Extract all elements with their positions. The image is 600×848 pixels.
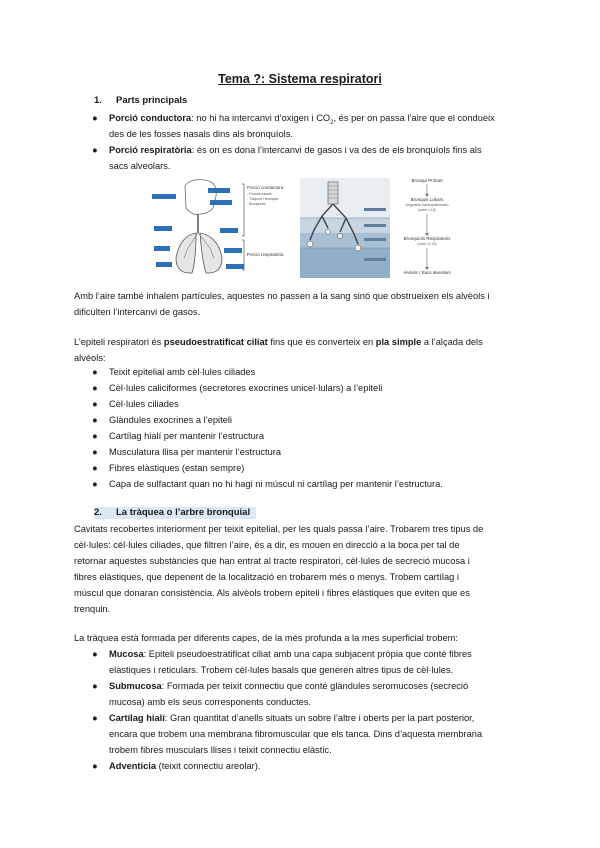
bullet-icon: ● [92,145,98,155]
svg-text:Bronquis Lobars: Bronquis Lobars [410,197,444,202]
paragraph-particules: Amb l’aire també inhalem partícules, aquestes no passen a la sang sinó que obstrueixen els alvèols i dificulten l’intercanvi de gasos. [74,291,490,317]
bullet-icon: ● [92,367,98,377]
bullet-icon: ● [92,415,98,425]
bullet-icon: ● [92,447,98,457]
svg-text:- Tràquea i bronquis: - Tràquea i bronquis [247,197,279,201]
paragraph-cavitats: Cavitats recobertes interiorment per teixit epitelial, per les quals passa l’aire. Trobarem tres tipus de cèl·lules: cèl·lules ciliades, que filtren l’aire, és a dir, es mouen en direcció a la boca per tal de retornar aquestes substàncies que han entrat al tracte respiratori, cèl·lules de secreció mucosa i fibres elàstiques, que depenent de la localització en trobarem més o menys. Trobem cartílag i múscul que donaran consistència. Als alvèols trobem epiteli i fibres elàstiques que eviten que es trenquin. [74,524,484,614]
figure-bronchial-tree [300,178,390,278]
document-page: Tema ?: Sistema respiratori 1. Parts principals ● Porció conductora: no hi ha intercanvi d’oxigen i $CO_2$, és per on passa l’aire que el condueix des de les fosses nasals dins als bronquíols. ● Porció respiratòria: és on es dona l’intercanvi de gasos i va des de els bronquíols fins als sacs alveolars. Porció conductora - Fosses nasals - Tràquea i bronquis - Bronquíols Porció respiratòria Bronqui Primari Bronquis Lobars (segments broncopulmonars) (ordre 1-16) Bronquíols Respiratoris (ordre 17-23) Alvèols / Sacs alveolars Amb l’aire també inhalem partícules, aquestes no passen a la sang sinó que obstrueixen els alvèols i dificulten l’intercanvi de gasos. L’epiteli respiratori és pseudoestratificat ciliat fins que es converteix en pla simple a l’alçada dels alvèols: ● Teixit epitelial amb cèl·lules ciliades ● Cèl·lules caliciformes (secretores exocrines unicel·lulars) a l’epiteli ● Cèl·lules ciliades ● Glàndules exocrines a l’epiteli ● Cartílag hialí per mantenir l’estructura ● Musculatura llisa per mantenir l’estructura ● Fibres elàstiques (estan sempre) ● Capa de sulfactant quan no hi hagi ni múscul ni cartílag per mantenir l’estructura. 2. La tràquea o l’arbre bronquial Cavitats recobertes interiorment per teixit epitelial, per les quals passa l’aire. Trobarem tres tipus de cèl·lules: cèl·lules ciliades, que filtren l’aire, és a dir, es mouen en direcció a la boca per tal de retornar aquestes substàncies que han entrat al tracte respiratori, cèl·lules de secreció mucosa i fibres elàstiques, que depenent de la localització en trobarem més o menys. Trobem cartílag i múscul que donaran consistència. Als alvèols trobem epiteli i fibres elàstiques que eviten que es trenquin. La tràquea està formada per diferents capes, de la més profunda a la mes superficial trobem: ● Mucosa: Epiteli pseudoestratificat ciliat amb una capa subjacent pròpia que conté fibres elàstiques i reticulars. Trobem cèl·lules basals que generen altres tipus de cèl·lules. ● Submucosa: Formada per teixit connectiu que conté glàndules seromucoses (secreció mucosa) amb els seus corresponents conductes. ● Cartílag hialí: Gran quantitat d’anells situats un sobre l’altre i oberts per la part posterior, encara que trobem una membrana fibromuscular que els tanca. Dins d’aquesta membrana trobem fibres musculars llises i teixit connectiu elàstic. ● Adventícia (teixit connectiu areolar). [0,0,600,848]
bullet-icon: ● [92,713,98,723]
bullet-icon: ● [92,463,98,473]
svg-text:- Fosses nasals: - Fosses nasals [247,192,272,196]
svg-text:(segments broncopulmonars): (segments broncopulmonars) [405,203,449,207]
bullet-icon: ● [92,761,98,771]
bullet-icon: ● [92,681,98,691]
layer-text-cartilag: Cartílag hialí: Gran quantitat d’anells situats un sobre l’altre i oberts per la part posterior, encara que trobem una membrana fibromuscular que els tanca. Dins d’aquesta membrana trobem fibres musculars llises i teixit connectiu elàstic. [109,713,483,755]
layer-text-adventicia: Adventícia (teixit connectiu areolar). [109,761,261,771]
section-heading-1: 1. Parts principals [94,95,188,106]
svg-text:(ordre 1-16): (ordre 1-16) [418,208,436,212]
section-heading-2: 2. La tràquea o l’arbre bronquial [94,507,256,519]
bullet-icon: ● [92,383,98,393]
svg-text:Bronquíols Respiratoris: Bronquíols Respiratoris [403,236,451,241]
svg-text:Porció conductora: Porció conductora [247,185,284,190]
layer-text-mucosa: Mucosa: Epiteli pseudoestratificat ciliat amb una capa subjacent pròpia que conté fibres elàstiques i reticulars. Trobem cèl·lules basals que generen altres tipus de cèl·lules. [109,649,472,675]
bullet-icon: ● [92,113,98,123]
respiratory-anatomy-illustration [150,178,300,278]
paragraph-epiteli: L’epiteli respiratori és pseudoestratificat ciliat fins que es converteix en pla simple a l’alçada dels alvèols: [74,337,483,363]
figure-respiratory-anatomy [150,178,300,278]
paragraph-capes: La tràquea està formada per diferents capes, de la més profunda a la mes superficial trobem: [74,633,458,643]
svg-text:(ordre 17-23): (ordre 17-23) [417,242,437,246]
figure-bronchial-flowchart [392,178,462,278]
svg-text:Porció respiratòria: Porció respiratòria [247,252,284,257]
bullet-icon: ● [92,431,98,441]
svg-text:Bronqui Primari: Bronqui Primari [411,178,443,183]
bullet-icon: ● [92,399,98,409]
bullet-icon: ● [92,649,98,659]
svg-text:- Bronquíols: - Bronquíols [247,202,266,206]
svg-text:Alvèols / Sacs alveolars: Alvèols / Sacs alveolars [403,270,451,275]
bullet-icon: ● [92,479,98,489]
layer-text-submucosa: Submucosa: Formada per teixit connectiu que conté glàndules seromucoses (secreció mucosa) amb els seus corresponents conductes. [109,681,469,707]
page-title: Tema ?: Sistema respiratori [218,72,382,86]
bronchial-tree-illustration [300,178,390,278]
bronchial-flowchart [392,178,462,278]
